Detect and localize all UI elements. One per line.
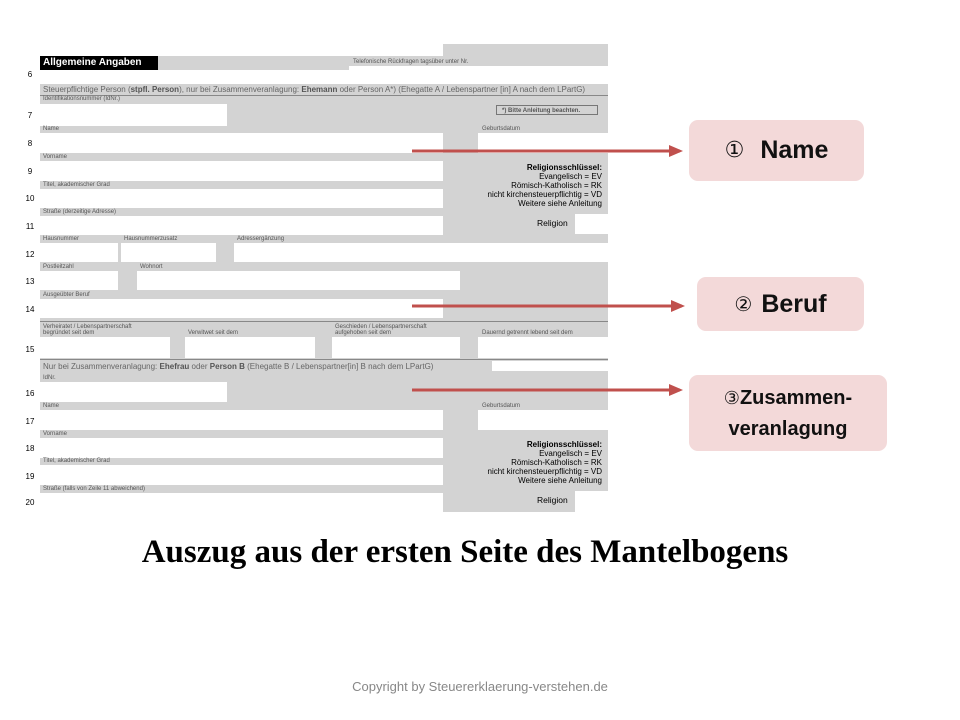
callout-zusammen-label-1: Zusammen- (739, 386, 853, 409)
caption: Auszug aus der ersten Seite des Mantelbogens (141, 534, 789, 570)
line-number: 11 (25, 222, 35, 231)
street-b-label: Straße (falls von Zeile 11 abweichend) (43, 486, 145, 492)
number-three-icon: ③ (723, 387, 740, 409)
religion-label: Religion (537, 218, 568, 228)
religion-b-label: Religion (537, 495, 568, 505)
number-one-icon: ① (724, 138, 745, 163)
line-number: 20 (25, 498, 35, 507)
person-a-header: Steuerpflichtige Person (stpfl. Person), nur bei Zusammenveranlagung: Ehemann oder Person A*) (Ehegatte A / Lebenspartner [in] A nach dem LPartG) (43, 85, 586, 94)
idnr-label: Identifikationsnummer (IdNr.) (43, 96, 121, 102)
line-number: 13 (25, 277, 35, 286)
birthdate-b-label: Geburtsdatum (482, 403, 521, 409)
house-number-label: Hausnummer (43, 236, 80, 242)
callout-zusammenveranlagung (689, 375, 887, 451)
birthdate-label: Geburtsdatum (482, 126, 521, 132)
line-number: 17 (25, 417, 35, 426)
line-number: 16 (25, 389, 35, 398)
line-number: 10 (25, 194, 35, 203)
line-number: 18 (25, 444, 35, 453)
divorced-label: Geschieden / Lebenspartnerschaft aufgehoben seit dem (335, 324, 427, 336)
religion-keys-b: Religionsschlüssel: Evangelisch = EV Römisch-Katholisch = RK nicht kirchensteuerpflichtig = VD Weitere siehe Anleitung (487, 440, 602, 485)
section-title: Allgemeine Angaben (40, 56, 158, 70)
person-b-header: Nur bei Zusammenveranlagung: Ehefrau oder Person B (Ehegatte B / Lebenspartner[in] B nach dem LPartG) (43, 362, 434, 371)
callout-name-label: Name (760, 136, 829, 164)
line-number: 12 (25, 250, 35, 259)
married-label: Verheiratet / Lebenspartnerschaft begründet seit dem (43, 324, 132, 336)
line-number: 7 (27, 111, 33, 120)
copyright: Copyright by Steuererklaerung-verstehen.de (352, 679, 608, 694)
firstname-label: Vorname (43, 154, 68, 160)
postcode-label: Postleitzahl (43, 264, 74, 270)
annotation-note: *) Bitte Anleitung beachten. (496, 105, 598, 115)
line-number: 6 (27, 70, 33, 79)
line-number: 9 (27, 167, 33, 176)
line-number: 14 (25, 305, 35, 314)
line-number: 15 (25, 345, 35, 354)
separated-label: Dauernd getrennt lebend seit dem (482, 330, 573, 336)
phone-label: Telefonische Rückfragen tagsüber unter Nr. (353, 59, 469, 65)
name-label: Name (43, 126, 60, 132)
street-label: Straße (derzeitige Adresse) (43, 209, 117, 215)
city-label: Wohnort (140, 264, 163, 270)
house-suffix-label: Hausnummerzusatz (124, 236, 178, 242)
line-number: 8 (27, 139, 33, 148)
name-b-label: Name (43, 403, 60, 409)
widowed-label: Verwitwet seit dem (188, 330, 239, 336)
callout-beruf-label: Beruf (761, 289, 827, 318)
profession-label: Ausgeübter Beruf (43, 292, 90, 298)
idnr-b-label: IdNr. (43, 375, 56, 381)
callout-zusammen-line1 (724, 383, 852, 414)
line-number: 19 (25, 472, 35, 481)
title-b-label: Titel, akademischer Grad (43, 458, 110, 464)
callout-zusammen-label-2: veranlagung (728, 417, 848, 440)
callout-beruf (697, 277, 864, 331)
firstname-b-label: Vorname (43, 431, 68, 437)
address-extra-label: Adressergänzung (237, 236, 285, 242)
number-two-icon: ② (734, 292, 753, 316)
religion-keys: Religionsschlüssel: Evangelisch = EV Römisch-Katholisch = RK nicht kirchensteuerpflichtig = VD Weitere siehe Anleitung (487, 163, 602, 208)
callout-name (689, 120, 864, 181)
title-label: Titel, akademischer Grad (43, 182, 110, 188)
